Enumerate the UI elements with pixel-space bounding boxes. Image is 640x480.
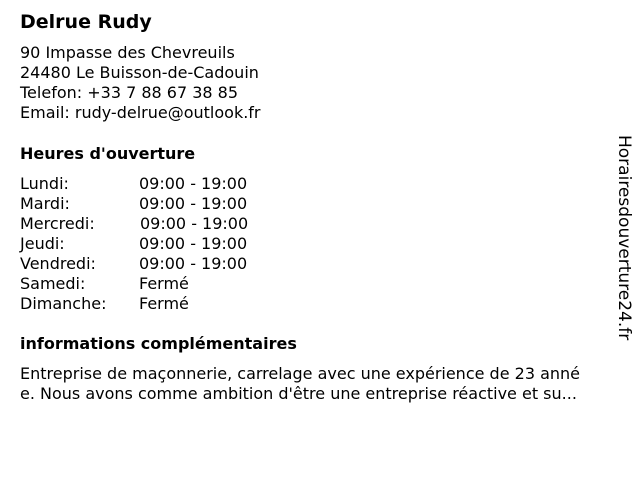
address-city: 24480 Le Buisson-de-Cadouin (20, 63, 259, 82)
hours-row-friday (20, 254, 320, 274)
day-label: Mercredi: (20, 214, 95, 233)
time-value: Fermé (139, 274, 189, 293)
time-value: Fermé (139, 294, 189, 313)
hours-row-sunday (20, 294, 320, 314)
opening-hours-table (20, 174, 320, 314)
day-label: Mardi: (20, 194, 70, 213)
phone-number: Telefon: +33 7 88 67 38 85 (20, 83, 239, 102)
business-description (20, 364, 626, 404)
day-label: Lundi: (20, 174, 69, 193)
hours-row-thursday (20, 234, 320, 254)
watermark-text: Horairesdouverture24.fr (614, 135, 634, 341)
additional-info-heading: informations complémentaires (20, 334, 297, 353)
site-watermark (612, 135, 636, 345)
hours-row-saturday (20, 274, 320, 294)
time-value: 09:00 - 19:00 (139, 234, 248, 253)
hours-row-tuesday (20, 194, 320, 214)
email-address: Email: rudy-delrue@outlook.fr (20, 103, 261, 122)
time-value: 09:00 - 19:00 (140, 214, 249, 233)
opening-hours-heading: Heures d'ouverture (20, 144, 196, 163)
time-value: 09:00 - 19:00 (139, 254, 248, 273)
hours-row-monday (20, 174, 320, 194)
hours-row-wednesday (20, 214, 320, 234)
description-line: Entreprise de maçonnerie, carrelage avec une expérience de 23 anné (20, 364, 581, 383)
time-value: 09:00 - 19:00 (139, 194, 248, 213)
time-value: 09:00 - 19:00 (139, 174, 248, 193)
day-label: Jeudi: (20, 234, 65, 253)
description-line: e. Nous avons comme ambition d'être une entreprise réactive et su... (20, 384, 577, 403)
business-name: Delrue Rudy (20, 11, 152, 33)
day-label: Samedi: (20, 274, 86, 293)
address-street: 90 Impasse des Chevreuils (20, 43, 235, 62)
contact-block (20, 43, 261, 123)
day-label: Dimanche: (20, 294, 107, 313)
day-label: Vendredi: (20, 254, 96, 273)
